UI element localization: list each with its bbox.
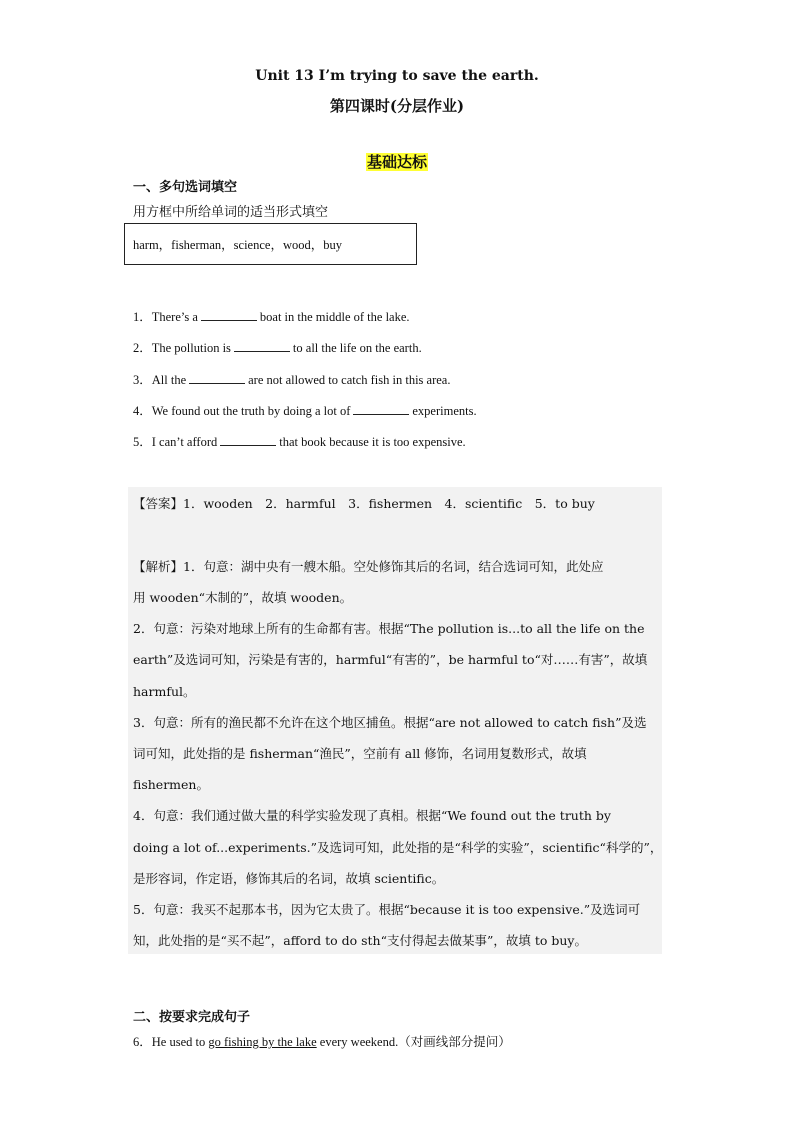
question-text: 5．I can’t afford xyxy=(133,435,218,449)
analysis-line: 【解析】1．句意：湖中央有一艘木船。空处修饰其后的名词，结合选词可知，此处应 xyxy=(133,559,604,574)
question-4 xyxy=(133,401,477,419)
section1-instruction: 用方框中所给单词的适当形式填空 xyxy=(133,205,329,220)
analysis-line: 5．句意：我买不起那本书，因为它太贵了。根据“because it is too expensive.”及选词可 xyxy=(133,902,641,917)
analysis-line: harmful。 xyxy=(133,684,196,699)
question-3 xyxy=(133,370,450,388)
answer-blank[interactable] xyxy=(189,371,245,384)
analysis-line: 知，此处指的是“买不起”，afford to do sth“支付得起去做某事”，故填 to buy。 xyxy=(133,933,587,948)
question-text: experiments. xyxy=(412,404,477,418)
level-heading xyxy=(0,151,794,172)
analysis-line: earth”及选词可知，污染是有害的，harmful“有害的”，be harmful to“对……有害”，故填 xyxy=(133,652,648,667)
question-text: boat in the middle of the lake. xyxy=(259,310,410,324)
level-highlight: 基础达标 xyxy=(366,153,427,171)
question-text: 3．All the xyxy=(133,373,187,387)
question-1 xyxy=(133,307,410,325)
word-box: harm，fisherman，science，wood，buy xyxy=(124,223,417,265)
question-text: that book because it is too expensive. xyxy=(279,435,466,449)
question-text: 4．We found out the truth by doing a lot of xyxy=(133,404,351,418)
page-subtitle: 第四课时(分层作业) xyxy=(329,97,465,115)
question-2 xyxy=(133,338,422,356)
section2-heading: 二、按要求完成句子 xyxy=(133,1010,251,1025)
answer-blank[interactable] xyxy=(201,308,257,321)
underlined-phrase: go fishing by the lake xyxy=(208,1035,317,1049)
question-5 xyxy=(133,432,466,450)
answer-blank[interactable] xyxy=(220,433,276,446)
question-text: are not allowed to catch fish in this area. xyxy=(248,373,451,387)
page-title: Unit 13 I’m trying to save the earth. xyxy=(255,68,539,84)
analysis-line: 4．句意：我们通过做大量的科学实验发现了真相。根据“We found out the truth by xyxy=(133,808,611,823)
question-text: to all the life on the earth. xyxy=(292,341,422,355)
question-text: 6．He used to xyxy=(133,1035,206,1049)
section1-heading: 一、多句选词填空 xyxy=(133,180,238,195)
analysis-line: 3．句意：所有的渔民都不允许在这个地区捕鱼。根据“are not allowed to catch fish”及选 xyxy=(133,715,647,730)
answer-blank[interactable] xyxy=(234,339,290,352)
answer-line: 【答案】1．wooden 2．harmful 3．fishermen 4．scientific 5．to buy xyxy=(133,496,595,511)
question-6 xyxy=(133,1032,511,1050)
answer-blank[interactable] xyxy=(353,402,409,415)
analysis-line: 2．句意：污染对地球上所有的生命都有害。根据“The pollution is...to all the life on the xyxy=(133,621,645,636)
analysis-line: fishermen。 xyxy=(133,777,209,792)
analysis-line: doing a lot of...experiments.”及选词可知，此处指的是“科学的实验”，scientific“科学的”， xyxy=(133,840,663,855)
question-text: 2．The pollution is xyxy=(133,341,231,355)
question-text: 1．There’s a xyxy=(133,310,198,324)
question-text: every weekend.（对画线部分提问） xyxy=(319,1035,511,1049)
analysis-line: 是形容词，作定语，修饰其后的名词，故填 scientific。 xyxy=(133,871,445,886)
analysis-line: 用 wooden“木制的”，故填 wooden。 xyxy=(133,590,353,605)
analysis-line: 词可知，此处指的是 fisherman“渔民”，空前有 all 修饰，名词用复数形式，故填 xyxy=(133,746,587,761)
